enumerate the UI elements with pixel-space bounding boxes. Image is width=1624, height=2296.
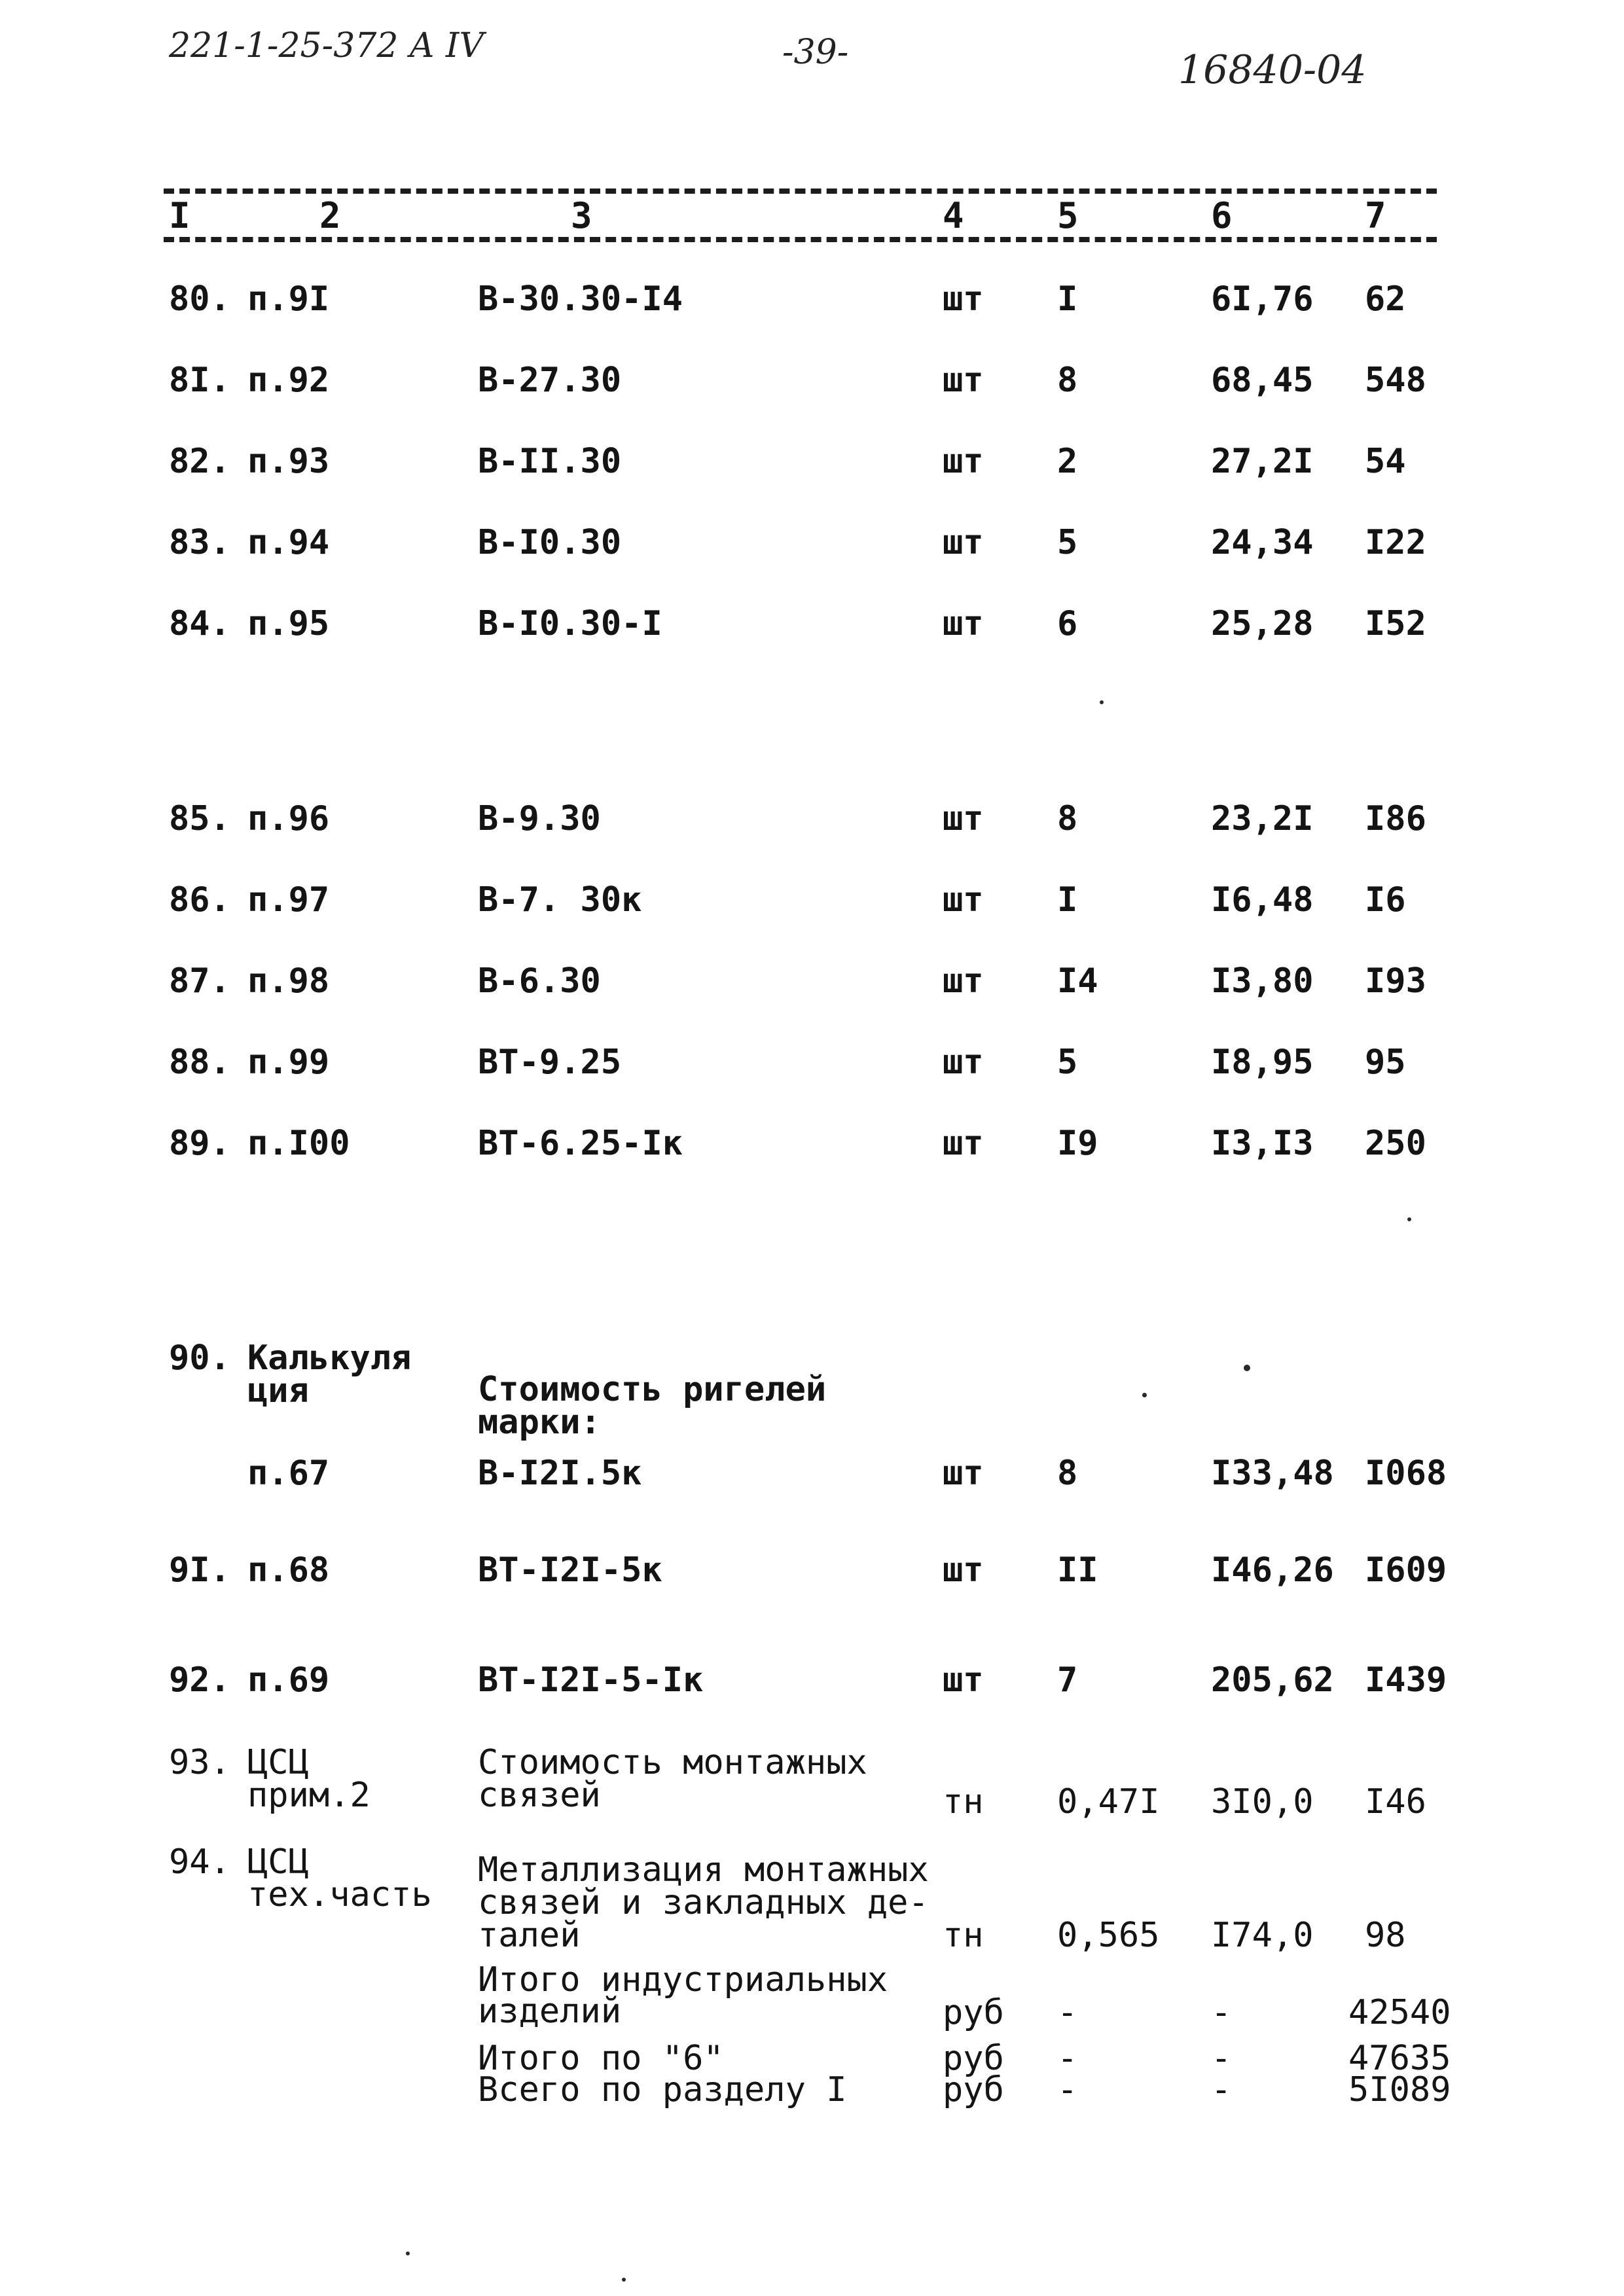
row-reference-line-2: прим.2 xyxy=(247,1776,370,1815)
row-item-name: В-27.30 xyxy=(478,361,622,400)
row-item-name: В-7. 30к xyxy=(478,880,642,920)
scan-speck xyxy=(622,2278,626,2282)
row-item-name: ВТ-I2I-5к xyxy=(478,1551,662,1590)
column-header-2: 2 xyxy=(319,195,341,236)
row-unit: шт xyxy=(943,523,984,562)
row-reference: п.97 xyxy=(247,880,330,920)
row-unit: шт xyxy=(943,604,984,643)
row-item-name: В-I0.30 xyxy=(478,523,622,562)
row-unit-price: 68,45 xyxy=(1211,361,1314,400)
row-number: 80. xyxy=(169,279,230,319)
row-reference: п.92 xyxy=(247,361,330,400)
totals-price: - xyxy=(1211,2070,1232,2109)
row-item-name: ВТ-9.25 xyxy=(478,1043,622,1082)
scan-speck xyxy=(1244,1365,1250,1371)
totals-label-line-1: Итого по "6" xyxy=(478,2039,724,2078)
column-header-4: 4 xyxy=(943,195,964,236)
row-item-name: В-I2I.5к xyxy=(478,1454,642,1493)
row-description-line-1: Стоимость ригелей xyxy=(478,1370,827,1409)
row-reference: п.96 xyxy=(247,799,330,838)
row-unit-price: 205,62 xyxy=(1211,1660,1334,1700)
row-unit: шт xyxy=(943,279,984,319)
row-unit: шт xyxy=(943,442,984,481)
column-header-1: I xyxy=(169,195,190,236)
row-unit-price: I8,95 xyxy=(1211,1043,1314,1082)
row-quantity: I4 xyxy=(1057,961,1098,1001)
row-total: I439 xyxy=(1365,1660,1447,1700)
row-reference: п.93 xyxy=(247,442,330,481)
totals-price: - xyxy=(1211,1993,1232,2032)
row-total: 62 xyxy=(1365,279,1406,319)
row-total: I93 xyxy=(1365,961,1426,1001)
row-quantity: 7 xyxy=(1057,1660,1078,1700)
row-number: 85. xyxy=(169,799,230,838)
row-unit-price: I3,I3 xyxy=(1211,1124,1314,1163)
row-number: 82. xyxy=(169,442,230,481)
row-item-name: В-9.30 xyxy=(478,799,601,838)
row-number: 87. xyxy=(169,961,230,1001)
row-quantity: 5 xyxy=(1057,1043,1078,1082)
row-quantity: I xyxy=(1057,279,1078,319)
row-quantity: 8 xyxy=(1057,361,1078,400)
totals-value: 47635 xyxy=(1348,2039,1451,2078)
row-number: 8I. xyxy=(169,361,230,400)
row-total: I068 xyxy=(1365,1454,1447,1493)
row-total: 250 xyxy=(1365,1124,1426,1163)
totals-quantity: - xyxy=(1057,2039,1078,2078)
row-item-name: В-6.30 xyxy=(478,961,601,1001)
row-reference: п.69 xyxy=(247,1660,330,1700)
row-total: I86 xyxy=(1365,799,1426,838)
column-header-7: 7 xyxy=(1365,195,1386,236)
row-number: 93. xyxy=(169,1743,230,1782)
row-reference: п.9I xyxy=(247,279,330,319)
row-reference-line-1: Калькуля xyxy=(247,1338,412,1378)
scan-speck xyxy=(1142,1393,1147,1397)
row-quantity: 6 xyxy=(1057,604,1078,643)
row-unit-price: I3,80 xyxy=(1211,961,1314,1001)
totals-unit: руб xyxy=(943,2070,1004,2109)
row-unit-price: 6I,76 xyxy=(1211,279,1314,319)
row-unit-price: 24,34 xyxy=(1211,523,1314,562)
row-unit-price: I74,0 xyxy=(1211,1916,1314,1955)
row-quantity: 5 xyxy=(1057,523,1078,562)
scan-speck xyxy=(406,2251,410,2255)
totals-quantity: - xyxy=(1057,2070,1078,2109)
scan-speck xyxy=(1100,700,1104,704)
row-unit: тн xyxy=(943,1916,984,1955)
row-description-line-3: талей xyxy=(478,1916,581,1955)
row-number: 83. xyxy=(169,523,230,562)
page-number: -39- xyxy=(782,33,849,72)
row-unit: шт xyxy=(943,880,984,920)
row-total: 54 xyxy=(1365,442,1406,481)
row-unit: шт xyxy=(943,361,984,400)
row-item-name: В-30.30-I4 xyxy=(478,279,683,319)
row-unit-price: 3I0,0 xyxy=(1211,1782,1314,1821)
row-reference-line-2: тех.часть xyxy=(247,1875,432,1914)
row-number: 88. xyxy=(169,1043,230,1082)
row-item-name: В-I0.30-I xyxy=(478,604,662,643)
row-number: 86. xyxy=(169,880,230,920)
row-reference-line-1: ЦСЦ xyxy=(247,1842,309,1882)
row-number: 92. xyxy=(169,1660,230,1700)
row-unit: шт xyxy=(943,1124,984,1163)
row-description-line-2: связей и закладных де- xyxy=(478,1883,929,1922)
row-quantity: I9 xyxy=(1057,1124,1098,1163)
row-unit: шт xyxy=(943,799,984,838)
totals-label-line-1: Итого индустриальных xyxy=(478,1960,888,2000)
row-unit-price: I6,48 xyxy=(1211,880,1314,920)
row-unit-price: 27,2I xyxy=(1211,442,1314,481)
row-reference: п.95 xyxy=(247,604,330,643)
document-code: 221-1-25-372 А IV xyxy=(169,26,484,65)
row-quantity: 2 xyxy=(1057,442,1078,481)
row-unit: шт xyxy=(943,1660,984,1700)
totals-label-line-1: Всего по разделу I xyxy=(478,2070,847,2109)
row-number: 84. xyxy=(169,604,230,643)
totals-quantity: - xyxy=(1057,1993,1078,2032)
row-quantity: 0,565 xyxy=(1057,1916,1160,1955)
document-number: 16840-04 xyxy=(1178,47,1367,93)
row-description-line-2: связей xyxy=(478,1776,601,1815)
row-unit-price: I33,48 xyxy=(1211,1454,1334,1493)
row-quantity: 8 xyxy=(1057,799,1078,838)
row-total: I52 xyxy=(1365,604,1426,643)
row-item-name: В-II.30 xyxy=(478,442,622,481)
row-unit: шт xyxy=(943,961,984,1001)
row-reference: п.68 xyxy=(247,1551,330,1590)
totals-label-line-2: изделий xyxy=(478,1992,622,2031)
row-reference: п.98 xyxy=(247,961,330,1001)
row-description-line-2: марки: xyxy=(478,1403,601,1442)
row-number: 89. xyxy=(169,1124,230,1163)
row-number: 90. xyxy=(169,1338,230,1378)
row-quantity: 0,47I xyxy=(1057,1782,1160,1821)
row-total: 548 xyxy=(1365,361,1426,400)
row-description-line-1: Стоимость монтажных xyxy=(478,1743,867,1782)
row-unit-price: 23,2I xyxy=(1211,799,1314,838)
header-rule-bottom xyxy=(164,237,1437,242)
row-number: 94. xyxy=(169,1842,230,1882)
row-reference-line-2: ция xyxy=(247,1371,309,1410)
header-rule-top xyxy=(164,188,1437,194)
row-total: I609 xyxy=(1365,1551,1447,1590)
row-quantity: I xyxy=(1057,880,1078,920)
row-total: 98 xyxy=(1365,1916,1406,1955)
scan-speck xyxy=(1407,1217,1411,1221)
column-header-5: 5 xyxy=(1057,195,1079,236)
row-item-name: ВТ-I2I-5-Iк xyxy=(478,1660,704,1700)
row-reference: п.I00 xyxy=(247,1124,350,1163)
row-reference-line-1: ЦСЦ xyxy=(247,1743,309,1782)
totals-unit: руб xyxy=(943,2039,1004,2078)
row-total: I6 xyxy=(1365,880,1406,920)
column-header-6: 6 xyxy=(1211,195,1233,236)
row-total: I22 xyxy=(1365,523,1426,562)
row-description-line-1: Металлизация монтажных xyxy=(478,1850,929,1890)
row-unit-price: I46,26 xyxy=(1211,1551,1334,1590)
row-total: I46 xyxy=(1365,1782,1426,1821)
totals-price: - xyxy=(1211,2039,1232,2078)
row-reference: п.67 xyxy=(247,1454,330,1493)
row-unit-price: 25,28 xyxy=(1211,604,1314,643)
row-number: 9I. xyxy=(169,1551,230,1590)
row-unit: шт xyxy=(943,1454,984,1493)
row-unit: шт xyxy=(943,1043,984,1082)
row-total: 95 xyxy=(1365,1043,1406,1082)
row-reference: п.94 xyxy=(247,523,330,562)
totals-unit: руб xyxy=(943,1993,1004,2032)
row-reference: п.99 xyxy=(247,1043,330,1082)
column-header-3: 3 xyxy=(571,195,592,236)
row-quantity: 8 xyxy=(1057,1454,1078,1493)
row-unit: шт xyxy=(943,1551,984,1590)
row-quantity: II xyxy=(1057,1551,1098,1590)
totals-value: 42540 xyxy=(1348,1993,1451,2032)
row-unit: тн xyxy=(943,1782,984,1821)
totals-value: 5I089 xyxy=(1348,2070,1451,2109)
row-item-name: ВТ-6.25-Iк xyxy=(478,1124,683,1163)
